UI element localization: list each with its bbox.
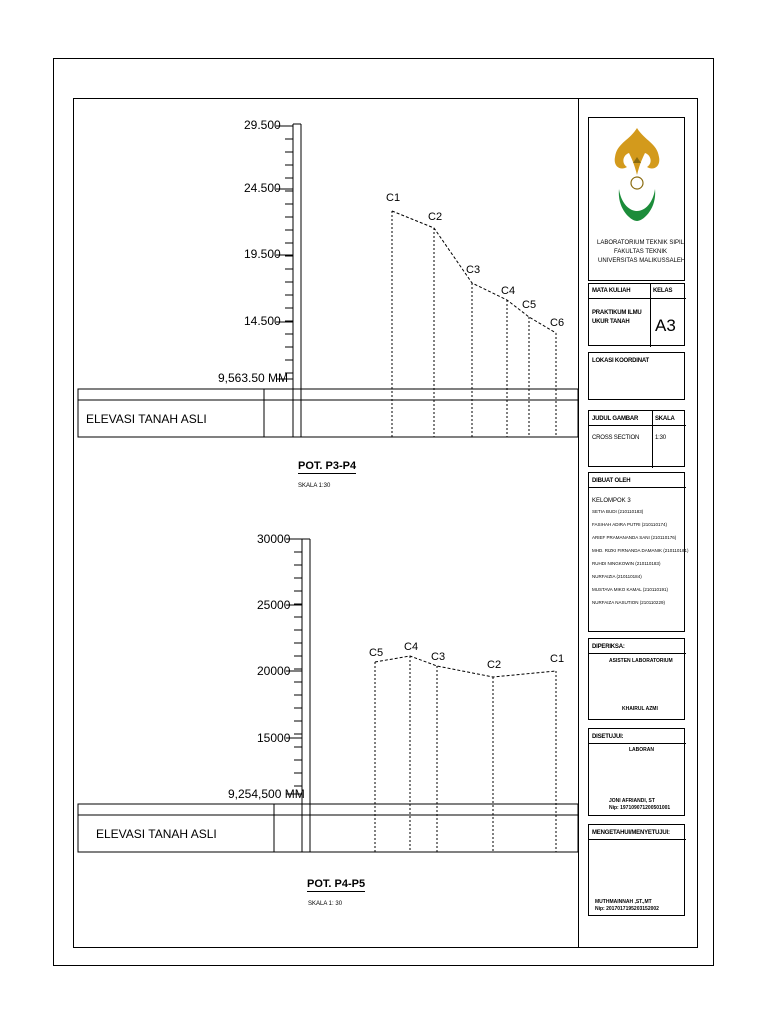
tb-asisten: ASISTEN LABORATORIUM bbox=[609, 658, 673, 664]
tb-mata-kuliah-value: UKUR TANAH bbox=[592, 319, 630, 325]
tb-mengetahui-row-line bbox=[589, 839, 686, 840]
p1-title: POT. P3-P4 bbox=[298, 460, 357, 472]
p2-ytick-1: 30000 bbox=[257, 532, 291, 546]
p1-point-label: C2 bbox=[428, 211, 443, 223]
tb-lokasi-label: LOKASI KOORDINAT bbox=[592, 358, 650, 364]
tb-mata-kuliah-value: PRAKTIKUM ILMU bbox=[592, 310, 642, 316]
p1-scale: SKALA 1:30 bbox=[298, 483, 331, 489]
tb-asisten-name: KHAIRUL AZMI bbox=[622, 706, 658, 712]
tb-lab-line: FAKULTAS TEKNIK bbox=[614, 249, 668, 255]
tb-mata-row-line bbox=[589, 298, 686, 299]
tb-laboran-name: JONI AFRIANDI, ST bbox=[609, 798, 655, 804]
tb-kaprodi-name: MUTHMAINNAH ,ST.,MT bbox=[595, 899, 652, 905]
p1-point-label: C3 bbox=[466, 264, 481, 276]
tb-judul-box bbox=[588, 410, 685, 467]
tb-mengetahui-box bbox=[588, 824, 685, 916]
tb-member: MUSTAVA MIKO KAMAL (210110191) bbox=[592, 587, 669, 592]
tb-judul-col-line bbox=[652, 411, 653, 468]
tb-mengetahui-label: MENGETAHUI/MENYETUJUI: bbox=[592, 830, 670, 836]
tb-lokasi-box bbox=[588, 352, 685, 400]
university-logo bbox=[607, 123, 667, 233]
p1-ytick-5: 9,563.50 MM bbox=[218, 371, 289, 385]
tb-dibuat-label: DIBUAT OLEH bbox=[592, 478, 631, 484]
tb-member: NURFAIZA NASUTION (210110229) bbox=[592, 600, 665, 605]
tb-member: MHD. RIZKI FIRNANDA DAMANIK (210110181) bbox=[592, 548, 689, 553]
tb-lab-line: LABORATORIUM TEKNIK SIPIL bbox=[597, 240, 685, 246]
p1-ytick-1: 29.500 bbox=[244, 118, 281, 132]
tb-dibuat-box bbox=[588, 472, 689, 632]
tb-disetujui-label: DISETUJUI: bbox=[592, 734, 624, 740]
p1-row-label: ELEVASI TANAH ASLI bbox=[86, 412, 207, 426]
p2-point-label: C1 bbox=[550, 653, 565, 665]
tb-disetujui-box bbox=[588, 728, 685, 816]
p2-ytick-5: 9,254,500 MM bbox=[228, 787, 305, 801]
tb-laboran-nip: Nip: 197109071200501001 bbox=[609, 805, 671, 811]
tb-judul-row-line bbox=[589, 425, 686, 426]
tb-dibuat-row-line bbox=[589, 487, 686, 488]
p2-point-label: C2 bbox=[487, 659, 502, 671]
profile2 bbox=[78, 539, 578, 852]
tb-logo-box bbox=[588, 117, 685, 281]
tb-diperiksa-box bbox=[588, 638, 685, 720]
p2-ytick-3: 20000 bbox=[257, 664, 291, 678]
tb-diperiksa-row-line bbox=[589, 653, 686, 654]
profile1 bbox=[78, 124, 578, 437]
tb-mata-col-line bbox=[650, 284, 651, 347]
p1-ytick-2: 24.500 bbox=[244, 181, 281, 195]
p2-point-label: C5 bbox=[369, 647, 384, 659]
tb-disetujui-row-line bbox=[589, 743, 686, 744]
tb-mata-kuliah-label: MATA KULIAH bbox=[592, 288, 631, 294]
p2-point-label: C4 bbox=[404, 641, 419, 653]
p1-point-label: C6 bbox=[550, 317, 565, 329]
tb-skala-label: SKALA bbox=[655, 416, 675, 422]
p1-point-label: C5 bbox=[522, 299, 537, 311]
tb-kelompok: KELOMPOK 3 bbox=[592, 498, 631, 504]
p1-point-label: C4 bbox=[501, 285, 516, 297]
p1-ytick-3: 19.500 bbox=[244, 247, 281, 261]
tb-member: RUHDI NINGKOWIN (210110183) bbox=[592, 561, 661, 566]
p1-point-label: C1 bbox=[386, 192, 401, 204]
tb-kelas-value: A3 bbox=[655, 316, 676, 335]
tb-judul-label: JUDUL GAMBAR bbox=[592, 416, 639, 422]
tb-member: SETIA BUDI (210110183) bbox=[592, 509, 644, 514]
tb-skala-value: 1:30 bbox=[655, 435, 666, 441]
tb-member: ARIEF PRAMANANDA SANI (210110176) bbox=[592, 535, 677, 540]
p2-row-label: ELEVASI TANAH ASLI bbox=[96, 827, 217, 841]
tb-diperiksa-label: DIPERIKSA: bbox=[592, 644, 625, 650]
tb-laboran: LABORAN bbox=[629, 747, 654, 753]
p2-ytick-4: 15000 bbox=[257, 731, 291, 745]
p2-title: POT. P4-P5 bbox=[307, 878, 366, 890]
tb-mata-kuliah-box bbox=[588, 283, 685, 346]
p2-ytick-2: 25000 bbox=[257, 598, 291, 612]
p2-point-label: C3 bbox=[431, 651, 446, 663]
p2-scale: SKALA 1: 30 bbox=[308, 901, 343, 907]
tb-kaprodi-nip: Nip: 2017017195203152002 bbox=[595, 906, 659, 912]
tb-member: NURFAIZIA (210110184) bbox=[592, 574, 642, 579]
tb-lab-line: UNIVERSITAS MALIKUSSALEH bbox=[598, 258, 686, 264]
p1-ytick-4: 14.500 bbox=[244, 314, 281, 328]
tb-judul-value: CROSS SECTION bbox=[592, 435, 640, 441]
tb-member: FASIHAH ADIRA PUTRI (210110174) bbox=[592, 522, 667, 527]
tb-kelas-label: KELAS bbox=[653, 288, 673, 294]
